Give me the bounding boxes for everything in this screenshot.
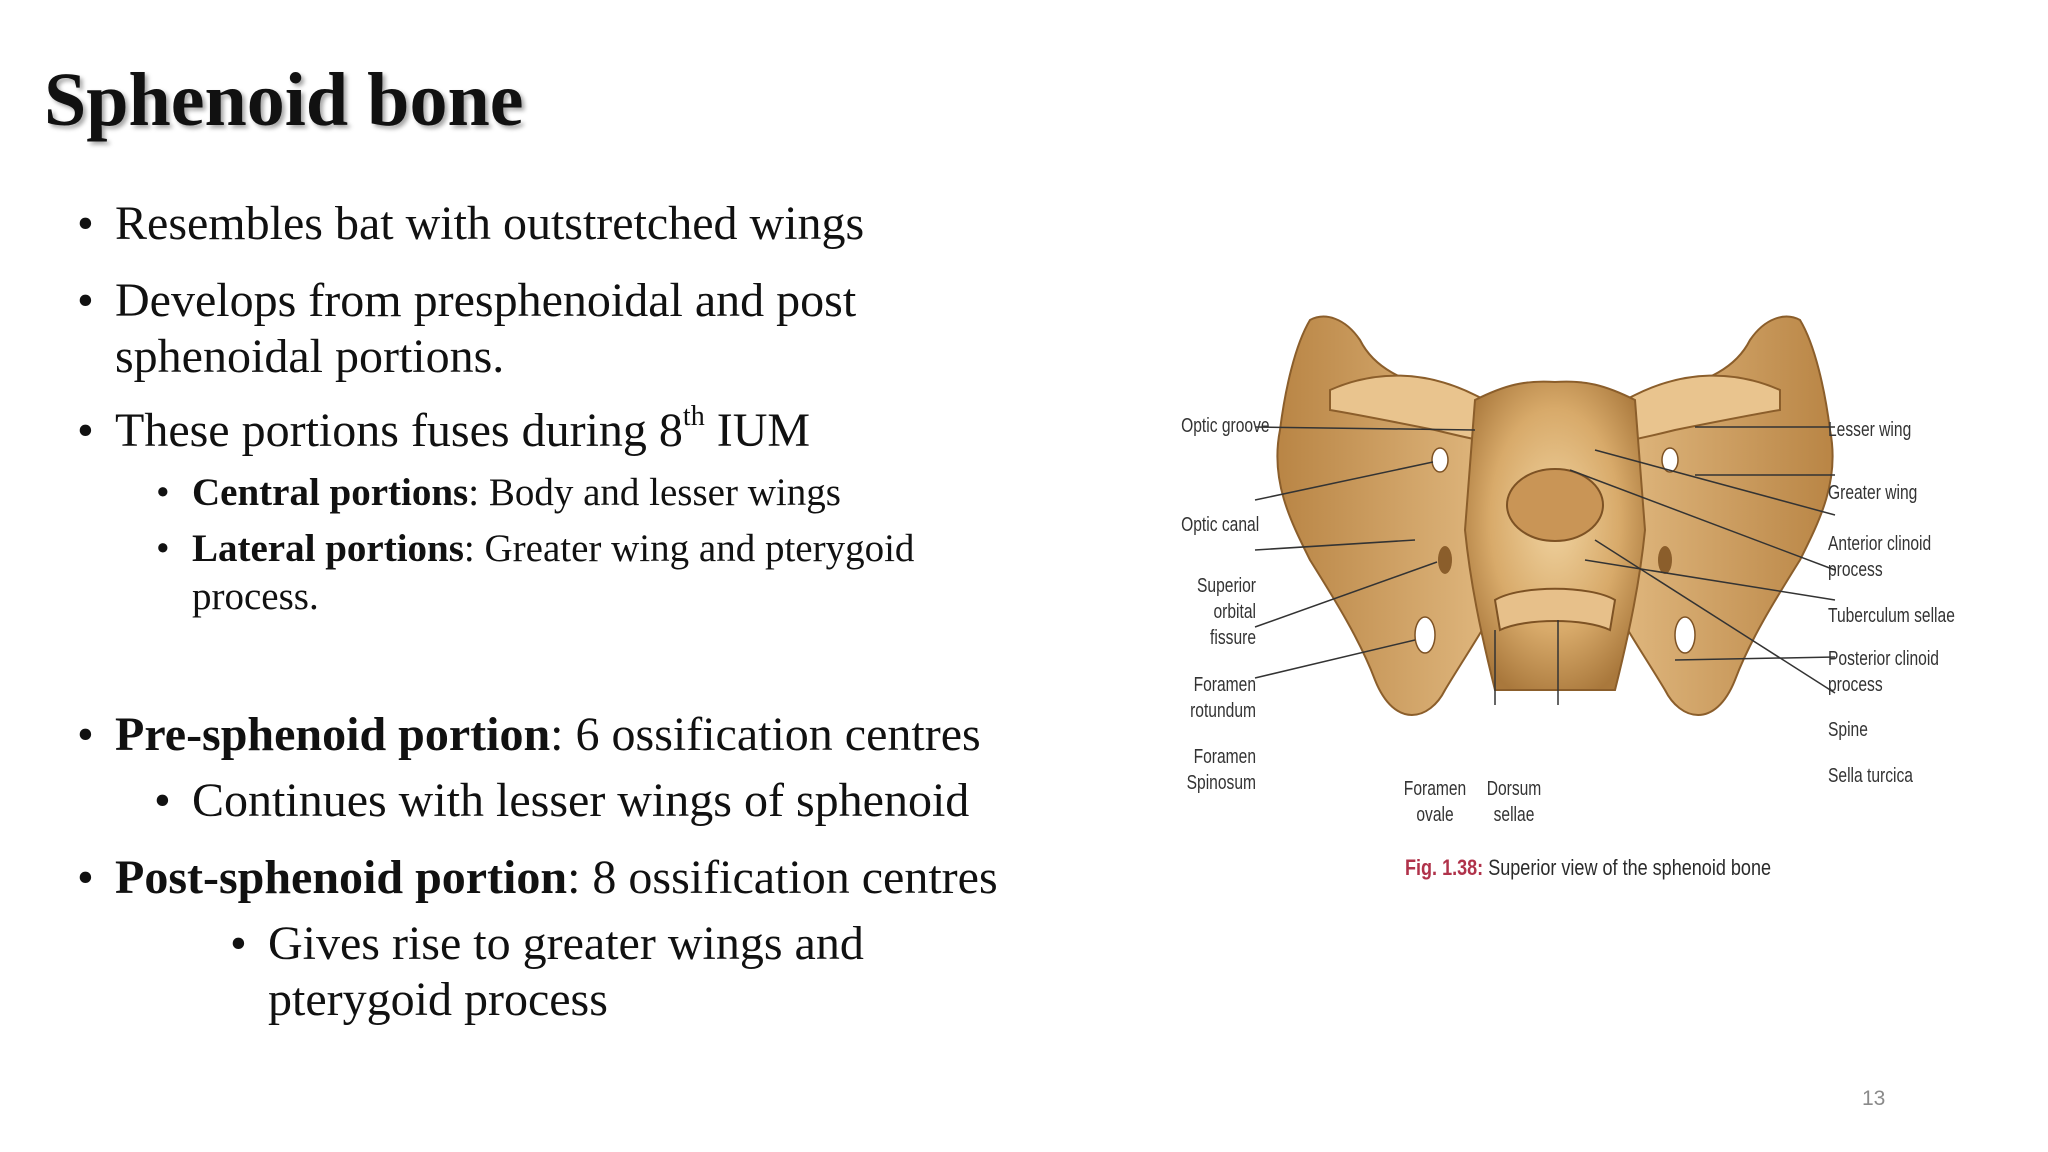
- bullet-post-sphenoid: [77, 850, 998, 906]
- label-greater-wing: Greater wing: [1828, 482, 1918, 504]
- bullet-dot: •: [230, 917, 247, 970]
- label-foramen-ovale: Foramen ovale: [1403, 778, 1467, 826]
- bullet-dot: •: [156, 527, 170, 570]
- label-foramen-spinosum: Foramen Spinosum: [1186, 746, 1256, 794]
- label-lesser-wing: Lesser wing: [1828, 419, 1912, 441]
- figure-caption-text: Superior view of the sphenoid bone: [1483, 855, 1772, 880]
- label-sella-turcica: Sella turcica: [1828, 765, 1913, 787]
- label-anterior-clinoid-process: Anterior clinoid process: [1828, 533, 1932, 581]
- figure-number: Fig. 1.38:: [1405, 855, 1484, 880]
- bullet-dot: •: [77, 851, 94, 904]
- bold-term: Pre-sphenoid portion: [115, 708, 551, 761]
- superscript: th: [682, 401, 705, 432]
- bullet-text: : Greater wing and pterygoid: [463, 527, 915, 570]
- sella-turcica: [1507, 469, 1603, 541]
- label-foramen-rotundum: Foramen rotundum: [1190, 674, 1256, 722]
- label-tuberculum-sellae: Tuberculum sellae: [1828, 605, 1955, 627]
- bold-term: Post-sphenoid portion: [115, 851, 568, 904]
- bullet-text-continued: sphenoidal portions.: [115, 330, 505, 383]
- bullet-develops: [77, 273, 857, 385]
- bullet-dot: •: [154, 774, 171, 827]
- foramen-ovale-left: [1415, 617, 1435, 653]
- bullet-dot: •: [77, 708, 94, 761]
- bullet-dot: •: [156, 471, 170, 514]
- bullet-text: : 6 ossification centres: [550, 708, 981, 761]
- bullet-text: : Body and lesser wings: [468, 471, 841, 514]
- foramen-ovale-right: [1675, 617, 1695, 653]
- optic-canal-left: [1432, 448, 1448, 472]
- subbullet-central-portions: [156, 469, 841, 517]
- bullet-text-continued: pterygoid process: [268, 973, 608, 1026]
- figure-caption: [1405, 855, 1771, 881]
- bullet-text-continued: process.: [192, 575, 319, 618]
- sphenoid-bone-illustration: [1175, 300, 1935, 920]
- slide-title: Sphenoid bone: [44, 58, 524, 142]
- label-dorsum-sellae: Dorsum sellae: [1486, 778, 1542, 826]
- label-posterior-clinoid-process: Posterior clinoid process: [1828, 648, 1939, 696]
- subbullet-continues-lesser-wings: [154, 773, 970, 829]
- bullet-text: Continues with lesser wings of sphenoid: [192, 774, 970, 827]
- page-number: 13: [1862, 1087, 1886, 1110]
- bullet-text: These portions fuses during 8: [115, 404, 683, 457]
- foramen-rotundum-left: [1438, 546, 1452, 574]
- bullet-text: Develops from presphenoidal and post: [115, 274, 857, 327]
- bullet-portions-fuse: [77, 401, 811, 459]
- bullet-dot: •: [77, 274, 94, 327]
- bullet-resembles-bat: [77, 196, 865, 252]
- subbullet-lateral-portions: [156, 525, 915, 621]
- bold-term: Lateral portions: [192, 527, 464, 570]
- bullet-pre-sphenoid: [77, 707, 981, 763]
- label-optic-groove: Optic groove: [1181, 415, 1270, 437]
- bullet-text: Resembles bat with outstretched wings: [115, 197, 865, 250]
- label-superior-orbital-fissure: Superior orbital fissure: [1197, 575, 1256, 649]
- bullet-text: Gives rise to greater wings and: [268, 917, 864, 970]
- bullet-text-suffix: IUM: [704, 404, 811, 457]
- subbullet-greater-wings: [230, 916, 864, 1028]
- label-optic-canal: Optic canal: [1181, 514, 1260, 536]
- bold-term: Central portions: [192, 471, 469, 514]
- foramen-rotundum-right: [1658, 546, 1672, 574]
- bullet-dot: •: [77, 404, 94, 457]
- bullet-text: : 8 ossification centres: [567, 851, 998, 904]
- label-spine: Spine: [1828, 719, 1868, 741]
- bullet-dot: •: [77, 197, 94, 250]
